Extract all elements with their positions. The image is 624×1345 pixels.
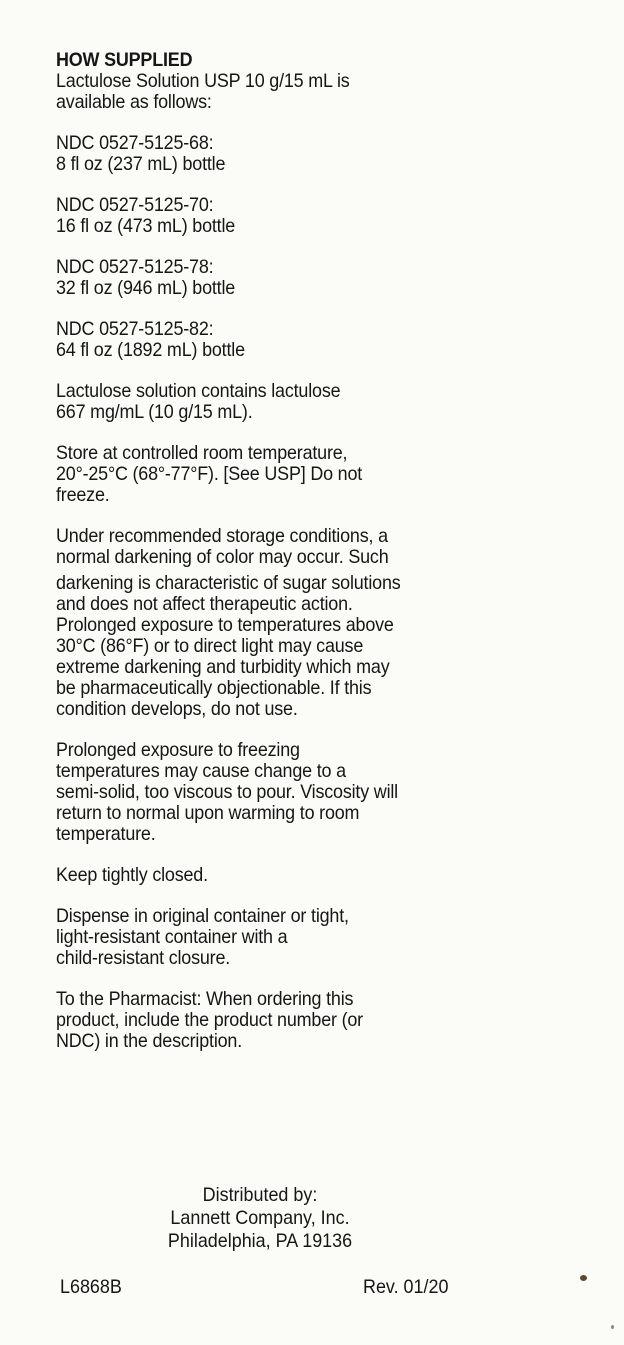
paragraph-line: semi-solid, too viscous to pour. Viscosity will — [56, 781, 398, 803]
label-code: L6868B — [60, 1276, 122, 1298]
ndc-size: 32 fl oz (946 mL) bottle — [56, 277, 236, 299]
ndc-code: NDC 0527-5125-82: — [56, 318, 214, 340]
ndc-item — [56, 319, 442, 361]
paragraph-line: and does not affect therapeutic action. — [56, 593, 353, 615]
ndc-code: NDC 0527-5125-68: — [56, 132, 214, 154]
paragraph-line: Lactulose solution contains lactulose — [56, 380, 341, 402]
paragraph-line: be pharmaceutically objectionable. If this — [56, 677, 372, 699]
paragraph-line: normal darkening of color may occur. Such — [56, 546, 389, 568]
paragraph-line: Store at controlled room temperature, — [56, 442, 348, 464]
paragraph-line: 667 mg/mL (10 g/15 mL). — [56, 401, 253, 423]
distributor-city: Philadelphia, PA 19136 — [167, 1230, 353, 1252]
ndc-size: 64 fl oz (1892 mL) bottle — [56, 339, 245, 361]
intro-line: available as follows: — [56, 91, 212, 113]
paragraph-line: 20°-25°C (68°-77°F). [See USP] Do not — [56, 463, 363, 485]
paragraph-line: 30°C (86°F) or to direct light may cause — [56, 635, 364, 657]
ndc-code: NDC 0527-5125-78: — [56, 256, 214, 278]
intro-paragraph — [56, 71, 442, 113]
paragraph-line: Dispense in original container or tight, — [56, 905, 349, 927]
ndc-size: 8 fl oz (237 mL) bottle — [56, 153, 226, 175]
paragraph-line: child-resistant closure. — [56, 947, 231, 969]
paragraph-line: product, include the product number (or — [56, 1009, 363, 1031]
intro-line: Lactulose Solution USP 10 g/15 mL is — [56, 70, 350, 92]
pharmacist-paragraph — [56, 989, 442, 1052]
paragraph-line: extreme darkening and turbidity which may — [56, 656, 390, 678]
how-supplied-section — [56, 50, 442, 1072]
closure-paragraph — [56, 865, 442, 886]
paragraph-line: darkening is characteristic of sugar solutions — [56, 572, 401, 594]
paragraph-line: NDC) in the description. — [56, 1030, 243, 1052]
paragraph-line: To the Pharmacist: When ordering this — [56, 988, 354, 1010]
ndc-item — [56, 257, 442, 299]
paragraph-line: Prolonged exposure to temperatures above — [56, 614, 394, 636]
distributor-label: Distributed by: — [202, 1184, 318, 1206]
ndc-code: NDC 0527-5125-70: — [56, 194, 214, 216]
storage-paragraph — [56, 443, 442, 506]
paragraph-line: Under recommended storage conditions, a — [56, 525, 388, 547]
revision-date: Rev. 01/20 — [363, 1276, 449, 1298]
scan-speck — [580, 1275, 587, 1281]
scan-speck — [611, 1325, 614, 1329]
paragraph-line: condition develops, do not use. — [56, 698, 298, 720]
paragraph-line: Keep tightly closed. — [56, 864, 208, 886]
ndc-size: 16 fl oz (473 mL) bottle — [56, 215, 236, 237]
paragraph-line: temperature. — [56, 823, 156, 845]
section-heading: HOW SUPPLIED — [56, 49, 193, 71]
paragraph-line: light-resistant container with a — [56, 926, 288, 948]
paragraph-line: freeze. — [56, 484, 110, 506]
ndc-item — [56, 195, 442, 237]
darkening-paragraph — [56, 526, 442, 720]
dispense-paragraph — [56, 906, 442, 969]
paragraph-line: temperatures may cause change to a — [56, 760, 346, 782]
paragraph-line: Prolonged exposure to freezing — [56, 739, 300, 761]
freezing-paragraph — [56, 740, 442, 845]
concentration-paragraph — [56, 381, 442, 423]
distributor-block — [21, 1184, 499, 1253]
paragraph-line: return to normal upon warming to room — [56, 802, 360, 824]
distributor-company: Lannett Company, Inc. — [170, 1207, 350, 1229]
ndc-item — [56, 133, 442, 175]
